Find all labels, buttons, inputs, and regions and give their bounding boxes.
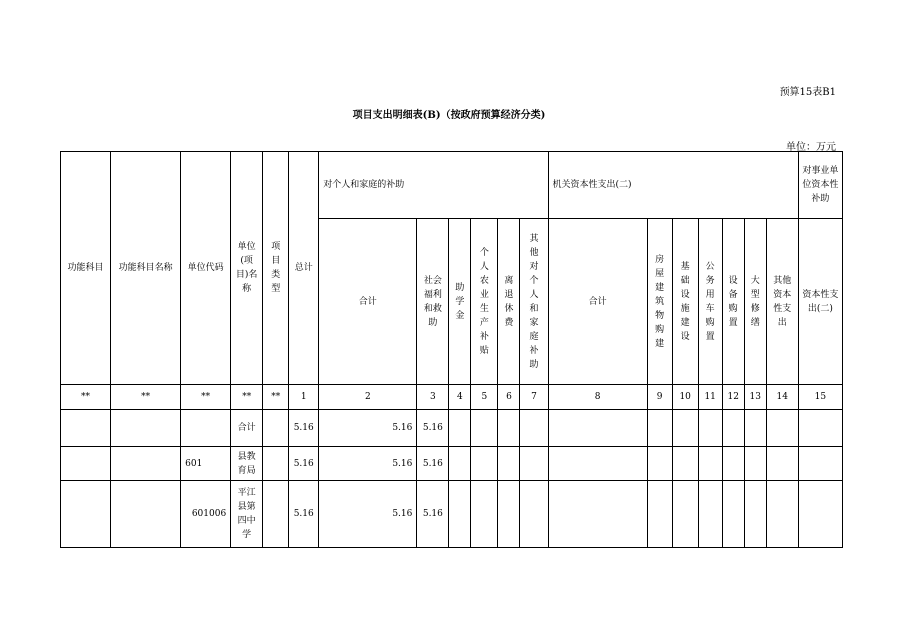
index-cell: 9 — [647, 385, 672, 410]
header-c-total: 合计 — [548, 219, 647, 385]
header-c-repair: 大型修缮 — [744, 219, 766, 385]
index-cell: 12 — [722, 385, 744, 410]
header-row-1 — [61, 152, 843, 219]
index-cell: 7 — [520, 385, 548, 410]
cell-func-name — [111, 410, 181, 447]
cell-total: 5.16 — [289, 410, 319, 447]
index-cell: ** — [111, 385, 181, 410]
cell-p-total: 5.16 — [319, 410, 417, 447]
index-row — [61, 385, 843, 410]
form-code: 预算15表B1 — [779, 87, 836, 98]
header-c-vehicle: 公务用车购置 — [698, 219, 722, 385]
index-cell: 8 — [548, 385, 647, 410]
page-title: 项目支出明细表(B)（按政府预算经济分类) — [352, 110, 546, 121]
cell-func-code — [61, 481, 111, 548]
header-c-other: 其他资本性支出 — [766, 219, 798, 385]
cell-p-total: 5.16 — [319, 447, 417, 481]
header-group-personal: 对个人和家庭的补助 — [319, 152, 548, 219]
header-p-total: 合计 — [319, 219, 417, 385]
cell-total: 5.16 — [289, 481, 319, 548]
cell-unit-code: 601006 — [181, 481, 231, 548]
cell-proj-type — [263, 410, 289, 447]
cell-func-code — [61, 447, 111, 481]
header-c-building: 房屋建筑物购建 — [647, 219, 672, 385]
index-cell: 5 — [471, 385, 498, 410]
unit-label: 单位：万元 — [786, 142, 836, 153]
cell-func-name — [111, 447, 181, 481]
header-func-code: 功能科目 — [61, 152, 111, 385]
table-row — [61, 481, 843, 548]
table-row — [61, 410, 843, 447]
cell-func-name — [111, 481, 181, 548]
header-group-capital-subsidy: 对事业单位资本性补助 — [798, 152, 842, 219]
header-p-welfare: 社会福利和救助 — [417, 219, 449, 385]
cell-unit-name: 县教育局 — [231, 447, 263, 481]
cell-p-welfare: 5.16 — [417, 447, 449, 481]
index-cell: 13 — [744, 385, 766, 410]
header-s-capital2: 资本性支出(二) — [798, 219, 842, 385]
cell-p-welfare: 5.16 — [417, 481, 449, 548]
index-cell: ** — [181, 385, 231, 410]
header-group-capital: 机关资本性支出(二) — [548, 152, 798, 219]
header-total: 总计 — [289, 152, 319, 385]
expenditure-table — [60, 151, 843, 548]
cell-proj-type — [263, 481, 289, 548]
cell-unit-name: 合计 — [231, 410, 263, 447]
header-c-infra: 基础设施建设 — [672, 219, 698, 385]
header-p-farm: 个人农业生产补贴 — [471, 219, 498, 385]
index-cell: ** — [231, 385, 263, 410]
cell-unit-code: 601 — [181, 447, 231, 481]
cell-func-code — [61, 410, 111, 447]
cell-unit-name: 平江县第四中学 — [231, 481, 263, 548]
index-cell: 14 — [766, 385, 798, 410]
index-cell: ** — [61, 385, 111, 410]
cell-unit-code — [181, 410, 231, 447]
header-p-scholarship: 助学金 — [449, 219, 471, 385]
table-row — [61, 447, 843, 481]
cell-total: 5.16 — [289, 447, 319, 481]
cell-proj-type — [263, 447, 289, 481]
header-proj-type: 项目类型 — [263, 152, 289, 385]
header-func-name: 功能科目名称 — [111, 152, 181, 385]
index-cell: 4 — [449, 385, 471, 410]
index-cell: 3 — [417, 385, 449, 410]
header-p-retire: 离退休费 — [498, 219, 520, 385]
index-cell: 10 — [672, 385, 698, 410]
index-cell: 1 — [289, 385, 319, 410]
index-cell: 15 — [798, 385, 842, 410]
index-cell: 11 — [698, 385, 722, 410]
index-cell: 6 — [498, 385, 520, 410]
header-c-equipment: 设备购置 — [722, 219, 744, 385]
cell-p-total: 5.16 — [319, 481, 417, 548]
header-p-other: 其他对个人和家庭补助 — [520, 219, 548, 385]
header-unit-code: 单位代码 — [181, 152, 231, 385]
header-unit-name: 单位(项目)名称 — [231, 152, 263, 385]
index-cell: ** — [263, 385, 289, 410]
cell-p-welfare: 5.16 — [417, 410, 449, 447]
index-cell: 2 — [319, 385, 417, 410]
